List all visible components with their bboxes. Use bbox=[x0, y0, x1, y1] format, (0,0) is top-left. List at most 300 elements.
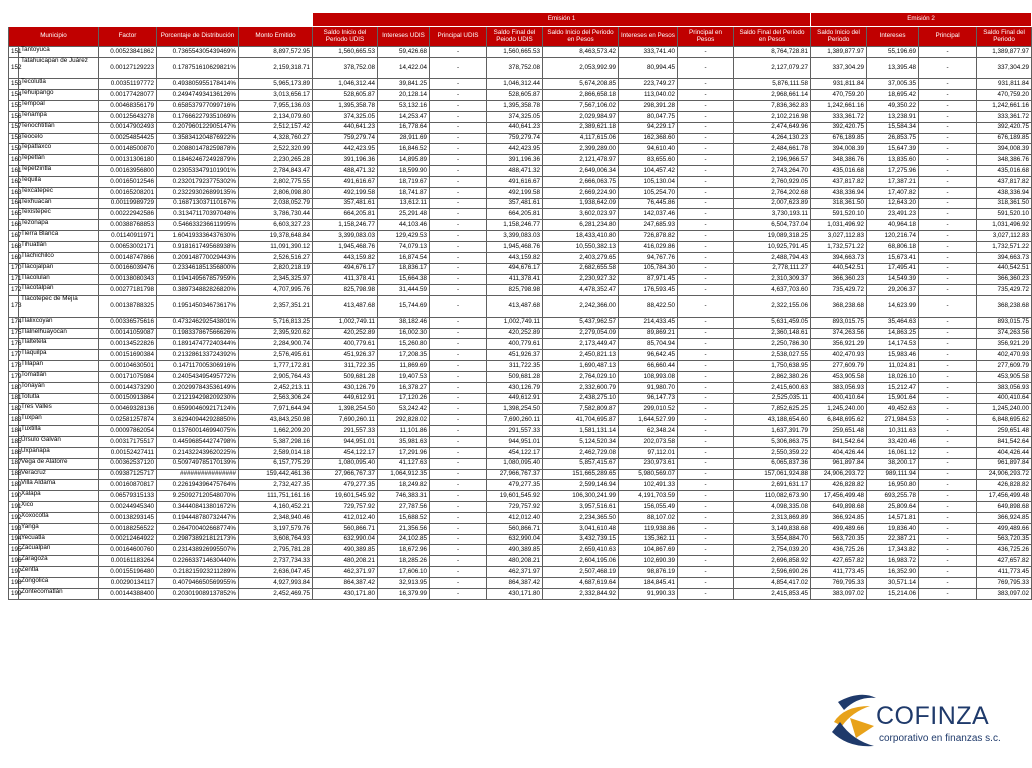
cell-e2-principal: - bbox=[919, 317, 977, 328]
cell-porcentaje: 0.445968544274798% bbox=[157, 437, 239, 448]
cell-municipio: Úrsulo Galván bbox=[19, 437, 99, 448]
cell-porcentaje: 0.658537977099716% bbox=[157, 101, 239, 112]
cell-row-number: 196 bbox=[9, 556, 19, 567]
table-row bbox=[9, 285, 1032, 296]
cell-saldo-final-udis: 311,722.35 bbox=[487, 361, 543, 372]
cell-saldo-final-pesos: 19,089,318.25 bbox=[734, 231, 811, 242]
table-row bbox=[9, 404, 1032, 415]
cell-e2-principal: - bbox=[919, 458, 977, 469]
cell-e2-saldo-final: 735,429.72 bbox=[977, 285, 1032, 296]
cell-porcentaje: 0.147117005306916% bbox=[157, 361, 239, 372]
cell-saldo-inicio-udis: 488,471.32 bbox=[313, 166, 378, 177]
cell-e2-intereses: 13,238.91 bbox=[867, 111, 919, 122]
cell-e2-saldo-inicio: 392,420.75 bbox=[811, 122, 867, 133]
cell-e2-saldo-final: 348,386.76 bbox=[977, 155, 1032, 166]
cell-e2-saldo-final: 769,795.33 bbox=[977, 577, 1032, 588]
cell-saldo-final-pesos: 3,730,193.11 bbox=[734, 209, 811, 220]
cell-saldo-inicio-udis: 420,252.89 bbox=[313, 328, 378, 339]
cell-intereses-udis: 15,688.52 bbox=[378, 512, 430, 523]
cell-saldo-final-udis: 442,423.95 bbox=[487, 144, 543, 155]
cell-row-number: 170 bbox=[9, 263, 19, 274]
table-row bbox=[9, 187, 1032, 198]
cell-saldo-final-pesos: 157,061,924.88 bbox=[734, 469, 811, 480]
cell-intereses-pesos: 80,994.45 bbox=[619, 57, 678, 79]
cell-e2-saldo-inicio: 437,817.82 bbox=[811, 176, 867, 187]
cell-municipio: Xalapa bbox=[19, 491, 99, 502]
cell-e2-saldo-final: 436,725.26 bbox=[977, 545, 1032, 556]
cell-e2-intereses: 17,275.96 bbox=[867, 166, 919, 177]
cell-factor: 0.00144373290 bbox=[99, 382, 157, 393]
cell-saldo-final-pesos: 2,322,155.06 bbox=[734, 296, 811, 318]
cell-saldo-final-udis: 1,398,254.50 bbox=[487, 404, 543, 415]
cell-principal-udis: - bbox=[430, 57, 487, 79]
cell-saldo-inicio-udis: 944,951.01 bbox=[313, 437, 378, 448]
cell-monto-emitido: 2,522,320.99 bbox=[239, 144, 313, 155]
cell-monto-emitido: 2,348,940.46 bbox=[239, 512, 313, 523]
table-row bbox=[9, 166, 1032, 177]
cell-e2-intereses: 15,647.39 bbox=[867, 144, 919, 155]
cell-e2-intereses: 16,983.72 bbox=[867, 556, 919, 567]
cell-factor: 0.00138080343 bbox=[99, 274, 157, 285]
cell-factor: 0.00171075984 bbox=[99, 371, 157, 382]
cell-saldo-final-pesos: 2,415,853.45 bbox=[734, 588, 811, 599]
cell-e2-saldo-inicio: 356,921.29 bbox=[811, 339, 867, 350]
cell-principal-pesos: - bbox=[678, 296, 734, 318]
cell-principal-pesos: - bbox=[678, 79, 734, 90]
cell-saldo-inicio-udis: 632,990.04 bbox=[313, 534, 378, 545]
cell-saldo-inicio-pesos: 5,857,415.67 bbox=[543, 458, 619, 469]
cell-porcentaje: 0.226633714630440% bbox=[157, 556, 239, 567]
cell-monto-emitido: 3,786,730.44 bbox=[239, 209, 313, 220]
cell-municipio: Tempoal bbox=[19, 101, 99, 112]
cell-row-number: 181 bbox=[9, 393, 19, 404]
cell-saldo-final-udis: 479,277.35 bbox=[487, 480, 543, 491]
cell-row-number: 193 bbox=[9, 523, 19, 534]
cell-saldo-inicio-udis: 1,046,312.44 bbox=[313, 79, 378, 90]
cell-intereses-udis: 16,379.99 bbox=[378, 588, 430, 599]
cell-row-number: 176 bbox=[9, 339, 19, 350]
cell-intereses-pesos: 223,749.27 bbox=[619, 79, 678, 90]
cell-saldo-final-udis: 1,002,749.11 bbox=[487, 317, 543, 328]
cell-saldo-inicio-udis: 374,325.05 bbox=[313, 111, 378, 122]
cell-saldo-inicio-udis: 1,398,254.50 bbox=[313, 404, 378, 415]
cell-intereses-udis: 18,285.26 bbox=[378, 556, 430, 567]
table-row bbox=[9, 415, 1032, 426]
table-row bbox=[9, 437, 1032, 448]
cell-monto-emitido: 2,159,318.71 bbox=[239, 57, 313, 79]
cell-principal-udis: - bbox=[430, 458, 487, 469]
cell-saldo-final-pesos: 2,525,035.11 bbox=[734, 393, 811, 404]
cell-municipio: Vega de Alatorre bbox=[19, 458, 99, 469]
cell-municipio: Tlalnelhuayocan bbox=[19, 328, 99, 339]
cell-saldo-final-udis: 374,325.05 bbox=[487, 111, 543, 122]
cell-e2-saldo-inicio: 394,008.39 bbox=[811, 144, 867, 155]
cell-e2-intereses: 271,984.53 bbox=[867, 415, 919, 426]
cell-saldo-inicio-pesos: 2,230,927.32 bbox=[543, 274, 619, 285]
cell-saldo-final-pesos: 2,550,359.22 bbox=[734, 447, 811, 458]
cell-principal-udis: - bbox=[430, 469, 487, 480]
cell-saldo-final-udis: 430,126.79 bbox=[487, 382, 543, 393]
cell-principal-pesos: - bbox=[678, 252, 734, 263]
cell-municipio: Tepetzintla bbox=[19, 166, 99, 177]
cell-e2-intereses: 14,549.39 bbox=[867, 274, 919, 285]
cell-monto-emitido: 5,965,173.89 bbox=[239, 79, 313, 90]
cell-monto-emitido: 2,395,920.62 bbox=[239, 328, 313, 339]
cell-saldo-inicio-pesos: 5,674,208.85 bbox=[543, 79, 619, 90]
cell-e2-intereses: 13,395.48 bbox=[867, 57, 919, 79]
cell-monto-emitido: 2,512,157.42 bbox=[239, 122, 313, 133]
cell-e2-saldo-final: 318,361.50 bbox=[977, 198, 1032, 209]
cell-factor: 0.00119989729 bbox=[99, 198, 157, 209]
cell-saldo-final-pesos: 2,102,216.98 bbox=[734, 111, 811, 122]
cell-intereses-pesos: 214,433.45 bbox=[619, 317, 678, 328]
cell-saldo-final-pesos: 2,743,264.70 bbox=[734, 166, 811, 177]
cell-principal-pesos: - bbox=[678, 588, 734, 599]
cell-saldo-final-pesos: 3,554,884.70 bbox=[734, 534, 811, 545]
table-row bbox=[9, 133, 1032, 144]
cell-principal-udis: - bbox=[430, 198, 487, 209]
cell-e2-saldo-final: 591,520.10 bbox=[977, 209, 1032, 220]
cell-factor: 0.00222942586 bbox=[99, 209, 157, 220]
table-row bbox=[9, 122, 1032, 133]
cell-principal-udis: - bbox=[430, 328, 487, 339]
cell-e2-saldo-final: 1,031,496.92 bbox=[977, 220, 1032, 231]
cell-porcentaje: 0.226194396475764% bbox=[157, 480, 239, 491]
cell-row-number: 173 bbox=[9, 296, 19, 318]
cell-e2-principal: - bbox=[919, 122, 977, 133]
cell-e2-principal: - bbox=[919, 491, 977, 502]
cell-intereses-udis: 17,208.35 bbox=[378, 350, 430, 361]
cell-principal-udis: - bbox=[430, 523, 487, 534]
cell-row-number: 184 bbox=[9, 426, 19, 437]
cell-monto-emitido: 8,897,572.95 bbox=[239, 47, 313, 58]
cell-factor: 0.00141059087 bbox=[99, 328, 157, 339]
cell-saldo-inicio-udis: 480,208.21 bbox=[313, 556, 378, 567]
cell-e2-saldo-inicio: 3,027,112.83 bbox=[811, 231, 867, 242]
cell-e2-intereses: 16,061.12 bbox=[867, 447, 919, 458]
table-row bbox=[9, 101, 1032, 112]
cell-porcentaje: 0.736554305439469% bbox=[157, 47, 239, 58]
cell-monto-emitido: 2,806,098.80 bbox=[239, 187, 313, 198]
cell-saldo-final-udis: 378,752.08 bbox=[487, 57, 543, 79]
cell-factor: 0.00188256522 bbox=[99, 523, 157, 534]
cell-intereses-udis: 18,599.90 bbox=[378, 166, 430, 177]
cell-row-number: 168 bbox=[9, 242, 19, 253]
cell-porcentaje: 0.389734882826820% bbox=[157, 285, 239, 296]
cell-monto-emitido: 2,134,079.60 bbox=[239, 111, 313, 122]
cell-e2-intereses: 693,255.78 bbox=[867, 491, 919, 502]
cell-saldo-final-pesos: 2,127,079.27 bbox=[734, 57, 811, 79]
cell-intereses-udis: 16,002.30 bbox=[378, 328, 430, 339]
cell-porcentaje: 0.493805955178414% bbox=[157, 79, 239, 90]
cell-porcentaje: 0.240543495495772% bbox=[157, 371, 239, 382]
cell-e2-saldo-final: 333,361.72 bbox=[977, 111, 1032, 122]
cell-saldo-final-pesos: 2,484,661.78 bbox=[734, 144, 811, 155]
cell-e2-saldo-final: 17,456,499.48 bbox=[977, 491, 1032, 502]
cell-principal-pesos: - bbox=[678, 512, 734, 523]
cell-porcentaje: 0.213286133724392% bbox=[157, 350, 239, 361]
cell-saldo-inicio-pesos: 1,938,642.09 bbox=[543, 198, 619, 209]
col-header-saldo-inicio-udis: Saldo Inicio del Periodo UDIS bbox=[313, 27, 378, 47]
cell-e2-intereses: 17,495.41 bbox=[867, 263, 919, 274]
cell-intereses-pesos: 298,391.28 bbox=[619, 101, 678, 112]
cell-monto-emitido: 2,357,351.21 bbox=[239, 296, 313, 318]
cell-intereses-pesos: 96,147.73 bbox=[619, 393, 678, 404]
cell-saldo-final-pesos: 2,754,039.20 bbox=[734, 545, 811, 556]
cell-saldo-inicio-udis: 491,616.67 bbox=[313, 176, 378, 187]
cell-saldo-final-pesos: 2,313,869.89 bbox=[734, 512, 811, 523]
cell-e2-principal: - bbox=[919, 285, 977, 296]
cell-monto-emitido: 11,091,390.12 bbox=[239, 242, 313, 253]
cell-saldo-final-pesos: 2,691,631.17 bbox=[734, 480, 811, 491]
cell-e2-saldo-inicio: 591,520.10 bbox=[811, 209, 867, 220]
cell-saldo-inicio-pesos: 41,704,695.87 bbox=[543, 415, 619, 426]
cell-intereses-pesos: 726,878.82 bbox=[619, 231, 678, 242]
cell-e2-principal: - bbox=[919, 296, 977, 318]
cell-saldo-final-udis: 490,389.85 bbox=[487, 545, 543, 556]
cell-intereses-udis: 15,260.80 bbox=[378, 339, 430, 350]
cell-intereses-pesos: 105,130.04 bbox=[619, 176, 678, 187]
cell-saldo-inicio-pesos: 5,124,520.34 bbox=[543, 437, 619, 448]
cell-intereses-pesos: 85,704.94 bbox=[619, 339, 678, 350]
cell-municipio: Tlalixcoyan bbox=[19, 317, 99, 328]
cell-monto-emitido: 2,345,325.97 bbox=[239, 274, 313, 285]
cell-principal-pesos: - bbox=[678, 469, 734, 480]
cell-intereses-pesos: 156,055.49 bbox=[619, 502, 678, 513]
cell-saldo-final-pesos: 2,310,309.37 bbox=[734, 274, 811, 285]
cell-intereses-udis: 53,132.16 bbox=[378, 101, 430, 112]
header-blank bbox=[9, 13, 313, 27]
cell-principal-udis: - bbox=[430, 231, 487, 242]
cell-saldo-final-udis: 509,681.28 bbox=[487, 371, 543, 382]
cell-factor: 0.00212464922 bbox=[99, 534, 157, 545]
col-header-principal-udis: Principal UDIS bbox=[430, 27, 487, 47]
col-header-e2-intereses: Intereses bbox=[867, 27, 919, 47]
cell-e2-intereses: 18,695.42 bbox=[867, 90, 919, 101]
cell-saldo-final-udis: 430,171.80 bbox=[487, 588, 543, 599]
cell-e2-saldo-inicio: 426,828.82 bbox=[811, 480, 867, 491]
cell-e2-saldo-inicio: 438,336.94 bbox=[811, 187, 867, 198]
cell-principal-udis: - bbox=[430, 545, 487, 556]
cell-principal-udis: - bbox=[430, 242, 487, 253]
table-row bbox=[9, 523, 1032, 534]
cell-intereses-pesos: 102,491.33 bbox=[619, 480, 678, 491]
cell-e2-principal: - bbox=[919, 556, 977, 567]
cell-e2-saldo-final: 437,817.82 bbox=[977, 176, 1032, 187]
cell-principal-udis: - bbox=[430, 187, 487, 198]
cell-principal-udis: - bbox=[430, 361, 487, 372]
cell-intereses-udis: 1,064,912.35 bbox=[378, 469, 430, 480]
cell-e2-saldo-inicio: 366,924.85 bbox=[811, 512, 867, 523]
cell-municipio: Tomatlán bbox=[19, 371, 99, 382]
cell-porcentaje: 0.473246292543801% bbox=[157, 317, 239, 328]
table-row bbox=[9, 577, 1032, 588]
cell-factor: 0.00177428077 bbox=[99, 90, 157, 101]
cell-municipio: Zentla bbox=[19, 567, 99, 578]
cell-intereses-pesos: 89,869.21 bbox=[619, 328, 678, 339]
cell-principal-udis: - bbox=[430, 155, 487, 166]
logo-tagline: corporativo en finanzas s.c. bbox=[879, 733, 1001, 744]
cell-principal-udis: - bbox=[430, 47, 487, 58]
cell-intereses-udis: 14,895.89 bbox=[378, 155, 430, 166]
cell-saldo-final-pesos: 4,098,335.08 bbox=[734, 502, 811, 513]
cell-porcentaje: 0.509749785170139% bbox=[157, 458, 239, 469]
cell-e2-saldo-inicio: 394,663.73 bbox=[811, 252, 867, 263]
cell-saldo-inicio-pesos: 6,281,234.80 bbox=[543, 220, 619, 231]
cell-factor: 0.00277181798 bbox=[99, 285, 157, 296]
cell-e2-saldo-final: 841,542.64 bbox=[977, 437, 1032, 448]
cell-e2-principal: - bbox=[919, 47, 977, 58]
cell-e2-principal: - bbox=[919, 263, 977, 274]
cell-monto-emitido: 2,636,047.45 bbox=[239, 567, 313, 578]
cell-e2-saldo-inicio: 499,489.66 bbox=[811, 523, 867, 534]
table-row bbox=[9, 231, 1032, 242]
cell-saldo-inicio-udis: 560,866.71 bbox=[313, 523, 378, 534]
cell-monto-emitido: 2,737,734.33 bbox=[239, 556, 313, 567]
cell-monto-emitido: 2,038,052.79 bbox=[239, 198, 313, 209]
col-header-municipio: Municipio bbox=[9, 27, 99, 47]
cell-saldo-final-pesos: 5,631,459.05 bbox=[734, 317, 811, 328]
table-row bbox=[9, 491, 1032, 502]
cell-e2-saldo-inicio: 383,097.02 bbox=[811, 588, 867, 599]
cell-principal-pesos: - bbox=[678, 523, 734, 534]
cell-municipio: Tlaltetela bbox=[19, 339, 99, 350]
cell-saldo-inicio-pesos: 3,602,023.97 bbox=[543, 209, 619, 220]
cell-e2-saldo-inicio: 893,015.75 bbox=[811, 317, 867, 328]
cell-intereses-pesos: 97,112.01 bbox=[619, 447, 678, 458]
col-header-saldo-final-udis: Saldo Final del Peiodo UDIS bbox=[487, 27, 543, 47]
cell-factor: 0.00131306180 bbox=[99, 155, 157, 166]
cell-e2-saldo-final: 649,898.68 bbox=[977, 502, 1032, 513]
cell-row-number: 192 bbox=[9, 512, 19, 523]
cell-intereses-pesos: 105,254.70 bbox=[619, 187, 678, 198]
cell-saldo-final-pesos: 4,854,417.02 bbox=[734, 577, 811, 588]
cell-saldo-final-pesos: 4,264,130.23 bbox=[734, 133, 811, 144]
cell-principal-pesos: - bbox=[678, 577, 734, 588]
col-header-principal-pesos: Principal en Pesos bbox=[678, 27, 734, 47]
cell-e2-principal: - bbox=[919, 523, 977, 534]
cell-monto-emitido: 2,452,213.11 bbox=[239, 382, 313, 393]
cell-municipio: Tequila bbox=[19, 176, 99, 187]
cell-intereses-pesos: 5,980,569.07 bbox=[619, 469, 678, 480]
cell-e2-saldo-inicio: 1,031,496.92 bbox=[811, 220, 867, 231]
cell-factor: 0.00290134117 bbox=[99, 577, 157, 588]
cell-porcentaje: 0.249474934136126% bbox=[157, 90, 239, 101]
cell-e2-principal: - bbox=[919, 588, 977, 599]
cell-e2-principal: - bbox=[919, 79, 977, 90]
cell-saldo-final-udis: 480,208.21 bbox=[487, 556, 543, 567]
cell-monto-emitido: 43,843,250.98 bbox=[239, 415, 313, 426]
cell-monto-emitido: 2,732,427.35 bbox=[239, 480, 313, 491]
table-row bbox=[9, 274, 1032, 285]
cell-e2-saldo-inicio: 440,542.51 bbox=[811, 263, 867, 274]
cell-porcentaje: 0.195145034673617% bbox=[157, 296, 239, 318]
cell-row-number: 166 bbox=[9, 220, 19, 231]
table-row bbox=[9, 382, 1032, 393]
table-row bbox=[9, 47, 1032, 58]
cell-saldo-final-udis: 664,205.81 bbox=[487, 209, 543, 220]
cell-e2-intereses: 19,836.40 bbox=[867, 523, 919, 534]
logo-wordmark: COFINZA bbox=[876, 702, 990, 730]
cell-saldo-final-pesos: 7,836,362.83 bbox=[734, 101, 811, 112]
cell-saldo-final-udis: 492,199.58 bbox=[487, 187, 543, 198]
cell-intereses-udis: 292,828.02 bbox=[378, 415, 430, 426]
cell-e2-saldo-inicio: 769,795.33 bbox=[811, 577, 867, 588]
cell-monto-emitido: 1,777,172.81 bbox=[239, 361, 313, 372]
cell-intereses-pesos: 416,029.86 bbox=[619, 242, 678, 253]
table-row bbox=[9, 198, 1032, 209]
cell-monto-emitido: 5,387,298.16 bbox=[239, 437, 313, 448]
cell-e2-saldo-inicio: 6,848,695.62 bbox=[811, 415, 867, 426]
cell-e2-intereses: 16,950.80 bbox=[867, 480, 919, 491]
cell-monto-emitido: 6,157,775.29 bbox=[239, 458, 313, 469]
cell-row-number: 153 bbox=[9, 79, 19, 90]
cell-saldo-final-pesos: 2,778,111.27 bbox=[734, 263, 811, 274]
cell-row-number: 191 bbox=[9, 502, 19, 513]
cell-saldo-inicio-udis: 378,752.08 bbox=[313, 57, 378, 79]
cell-e2-saldo-final: 563,720.35 bbox=[977, 534, 1032, 545]
cell-principal-pesos: - bbox=[678, 111, 734, 122]
cell-saldo-inicio-udis: 759,279.74 bbox=[313, 133, 378, 144]
cell-intereses-udis: 32,913.95 bbox=[378, 577, 430, 588]
cell-principal-udis: - bbox=[430, 534, 487, 545]
cell-monto-emitido: 2,589,014.18 bbox=[239, 447, 313, 458]
table-row bbox=[9, 144, 1032, 155]
cell-e2-principal: - bbox=[919, 545, 977, 556]
cell-saldo-inicio-udis: 492,199.58 bbox=[313, 187, 378, 198]
cell-principal-udis: - bbox=[430, 274, 487, 285]
cell-saldo-inicio-udis: 411,378.41 bbox=[313, 274, 378, 285]
cell-principal-pesos: - bbox=[678, 458, 734, 469]
cell-row-number: 194 bbox=[9, 534, 19, 545]
cell-principal-udis: - bbox=[430, 350, 487, 361]
cell-principal-pesos: - bbox=[678, 133, 734, 144]
cell-factor: 0.09387125717 bbox=[99, 469, 157, 480]
cell-e2-saldo-final: 470,759.20 bbox=[977, 90, 1032, 101]
cell-e2-principal: - bbox=[919, 144, 977, 155]
cell-principal-pesos: - bbox=[678, 274, 734, 285]
cell-e2-principal: - bbox=[919, 404, 977, 415]
cell-e2-saldo-inicio: 563,720.35 bbox=[811, 534, 867, 545]
cell-saldo-inicio-udis: 391,196.36 bbox=[313, 155, 378, 166]
cell-row-number: 178 bbox=[9, 361, 19, 372]
cell-principal-pesos: - bbox=[678, 556, 734, 567]
cell-principal-udis: - bbox=[430, 491, 487, 502]
col-header-factor: Factor bbox=[99, 27, 157, 47]
cell-saldo-inicio-udis: 3,399,083.03 bbox=[313, 231, 378, 242]
table-row bbox=[9, 393, 1032, 404]
cell-intereses-pesos: 98,876.19 bbox=[619, 567, 678, 578]
cell-intereses-udis: 14,253.47 bbox=[378, 111, 430, 122]
cell-e2-principal: - bbox=[919, 577, 977, 588]
cell-intereses-pesos: 87,971.45 bbox=[619, 274, 678, 285]
cell-row-number: 187 bbox=[9, 458, 19, 469]
cell-principal-pesos: - bbox=[678, 47, 734, 58]
cell-saldo-final-udis: 491,616.67 bbox=[487, 176, 543, 187]
cell-saldo-inicio-pesos: 8,463,573.42 bbox=[543, 47, 619, 58]
cell-municipio: Tihuatlán bbox=[19, 242, 99, 253]
header-group-row bbox=[9, 13, 1032, 27]
cell-principal-udis: - bbox=[430, 577, 487, 588]
cell-municipio: Yecuatla bbox=[19, 534, 99, 545]
cell-e2-saldo-inicio: 1,389,877.97 bbox=[811, 47, 867, 58]
cell-saldo-inicio-pesos: 2,121,478.97 bbox=[543, 155, 619, 166]
cell-saldo-inicio-pesos: 151,665,289.65 bbox=[543, 469, 619, 480]
cell-saldo-final-udis: 357,481.61 bbox=[487, 198, 543, 209]
cell-saldo-inicio-udis: 440,641.23 bbox=[313, 122, 378, 133]
cell-saldo-inicio-pesos: 2,053,992.99 bbox=[543, 57, 619, 79]
cell-saldo-inicio-pesos: 2,234,365.50 bbox=[543, 512, 619, 523]
